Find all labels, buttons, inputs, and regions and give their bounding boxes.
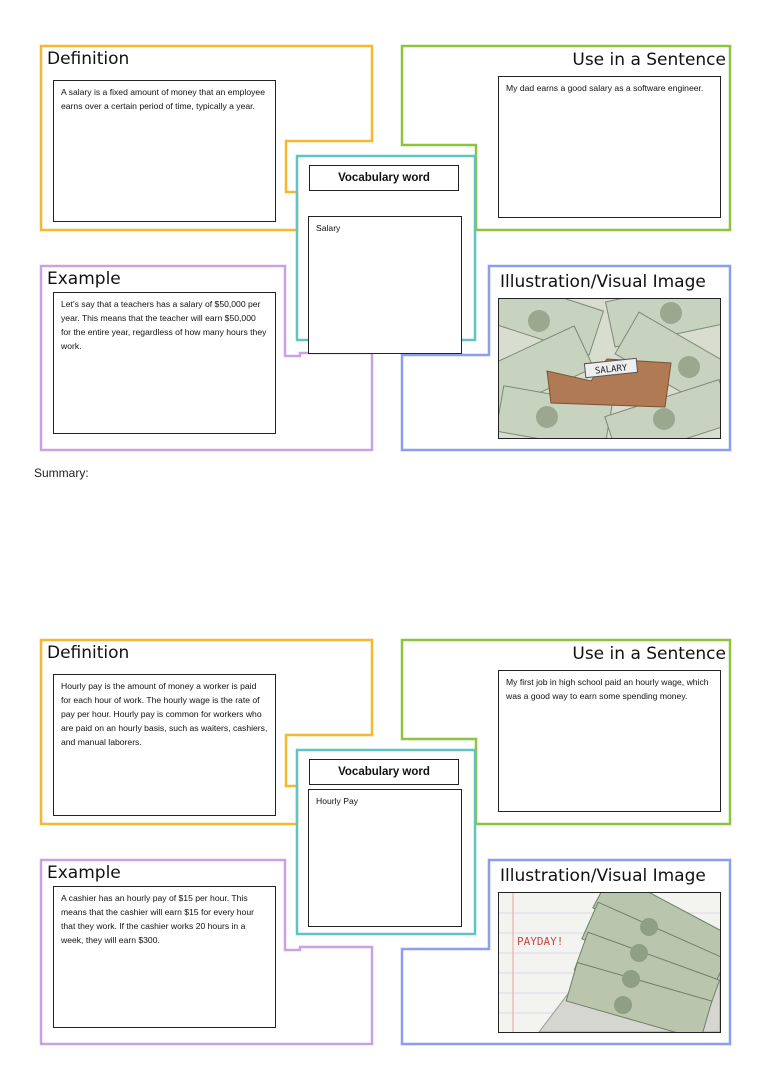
illustration-image <box>498 892 721 1033</box>
vocab-card-hourly-pay <box>0 634 768 1074</box>
payday-money-icon <box>499 893 720 1032</box>
illustration-image <box>498 298 721 439</box>
example-title: Example <box>47 863 121 883</box>
definition-title: Definition <box>47 643 130 663</box>
sentence-title: Use in a Sentence <box>572 50 726 70</box>
illustration-title: Illustration/Visual Image <box>500 272 706 292</box>
definition-text: A salary is a fixed amount of money that an employee earns over a certain period of time, typically a year. <box>53 80 276 222</box>
illustration-title: Illustration/Visual Image <box>500 866 706 886</box>
sentence-title: Use in a Sentence <box>572 644 726 664</box>
vocabulary-word: Hourly Pay <box>308 789 462 927</box>
example-text: A cashier has an hourly pay of $15 per hour. This means that the cashier will earn $15 for every hour that they work. If the cashier works 20 hours in a week, they will earn $300. <box>53 886 276 1028</box>
vocabulary-label: Vocabulary word <box>309 165 459 191</box>
definition-text: Hourly pay is the amount of money a worker is paid for each hour of work. The hourly wage is the rate of pay per hour. Hourly pay is common for workers who are paid on an hourly basis, such as waiters, cashiers, and manual laborers. <box>53 674 276 816</box>
salary-tag: SALARY <box>594 363 628 377</box>
money-salary-icon <box>499 299 720 438</box>
sentence-text: My first job in high school paid an hourly wage, which was a good way to earn some spending money. <box>498 670 721 812</box>
definition-title: Definition <box>47 49 130 69</box>
vocabulary-label: Vocabulary word <box>309 759 459 785</box>
vocab-card-salary <box>0 40 768 480</box>
example-title: Example <box>47 269 121 289</box>
summary-label: Summary: <box>34 466 89 480</box>
example-text: Let's say that a teachers has a salary of $50,000 per year. This means that the teacher will earn $50,000 for the entire year, regardless of how many hours they work. <box>53 292 276 434</box>
payday-tag: PAYDAY! <box>517 935 564 948</box>
sentence-text: My dad earns a good salary as a software engineer. <box>498 76 721 218</box>
vocabulary-word: Salary <box>308 216 462 354</box>
